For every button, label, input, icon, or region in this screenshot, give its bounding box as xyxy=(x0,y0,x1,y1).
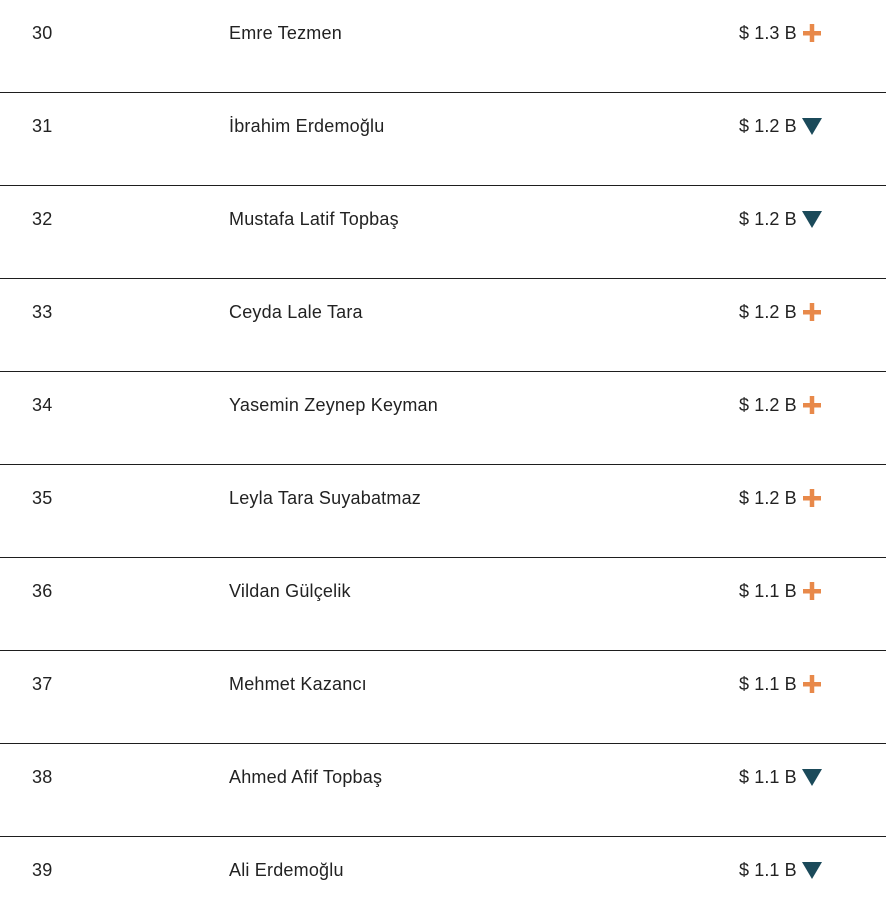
net-worth-value: $ 1.2 B xyxy=(739,208,797,229)
table-row[interactable] xyxy=(0,744,886,837)
net-worth-value: $ 1.1 B xyxy=(739,766,797,787)
table-row[interactable] xyxy=(0,93,886,186)
plus-icon xyxy=(801,22,823,44)
table-row[interactable] xyxy=(0,651,886,744)
net-worth-value: $ 1.1 B xyxy=(739,673,797,694)
rank-cell: 34 xyxy=(32,395,53,415)
table-row[interactable] xyxy=(0,558,886,651)
rank-cell: 31 xyxy=(32,116,53,136)
net-worth-cell xyxy=(739,651,823,717)
table-row[interactable] xyxy=(0,837,886,900)
triangle-down-icon xyxy=(801,115,823,137)
plus-icon xyxy=(801,487,823,509)
rank-cell: 38 xyxy=(32,767,53,787)
net-worth-cell xyxy=(739,0,823,66)
table-row[interactable] xyxy=(0,186,886,279)
table-row[interactable] xyxy=(0,465,886,558)
net-worth-value: $ 1.1 B xyxy=(739,859,797,880)
triangle-down-icon xyxy=(801,208,823,230)
net-worth-cell xyxy=(739,558,823,624)
net-worth-value: $ 1.2 B xyxy=(739,487,797,508)
net-worth-value: $ 1.1 B xyxy=(739,580,797,601)
rank-cell: 32 xyxy=(32,209,53,229)
rank-cell: 36 xyxy=(32,581,53,601)
name-cell[interactable]: Yasemin Zeynep Keyman xyxy=(229,395,438,415)
net-worth-cell xyxy=(739,465,823,531)
net-worth-value: $ 1.3 B xyxy=(739,22,797,43)
net-worth-cell xyxy=(739,372,823,438)
name-cell[interactable]: Emre Tezmen xyxy=(229,23,342,43)
table-row[interactable] xyxy=(0,279,886,372)
triangle-down-icon xyxy=(801,859,823,881)
plus-icon xyxy=(801,301,823,323)
name-cell[interactable]: Mehmet Kazancı xyxy=(229,674,367,694)
name-cell[interactable]: Ali Erdemoğlu xyxy=(229,860,344,880)
plus-icon xyxy=(801,394,823,416)
net-worth-cell xyxy=(739,186,823,252)
plus-icon xyxy=(801,580,823,602)
rank-cell: 39 xyxy=(32,860,53,880)
plus-icon xyxy=(801,673,823,695)
name-cell[interactable]: Ceyda Lale Tara xyxy=(229,302,363,322)
rank-cell: 33 xyxy=(32,302,53,322)
name-cell[interactable]: Ahmed Afif Topbaş xyxy=(229,767,383,787)
net-worth-cell xyxy=(739,744,823,810)
net-worth-cell xyxy=(739,279,823,345)
rank-cell: 30 xyxy=(32,23,53,43)
rank-cell: 35 xyxy=(32,488,53,508)
triangle-down-icon xyxy=(801,766,823,788)
name-cell[interactable]: Mustafa Latif Topbaş xyxy=(229,209,399,229)
net-worth-value: $ 1.2 B xyxy=(739,301,797,322)
table-row[interactable] xyxy=(0,372,886,465)
name-cell[interactable]: İbrahim Erdemoğlu xyxy=(229,116,385,136)
net-worth-value: $ 1.2 B xyxy=(739,115,797,136)
net-worth-cell xyxy=(739,837,823,900)
name-cell[interactable]: Leyla Tara Suyabatmaz xyxy=(229,488,421,508)
net-worth-cell xyxy=(739,93,823,159)
net-worth-value: $ 1.2 B xyxy=(739,394,797,415)
name-cell[interactable]: Vildan Gülçelik xyxy=(229,581,351,601)
rank-cell: 37 xyxy=(32,674,53,694)
table-row[interactable] xyxy=(0,0,886,93)
